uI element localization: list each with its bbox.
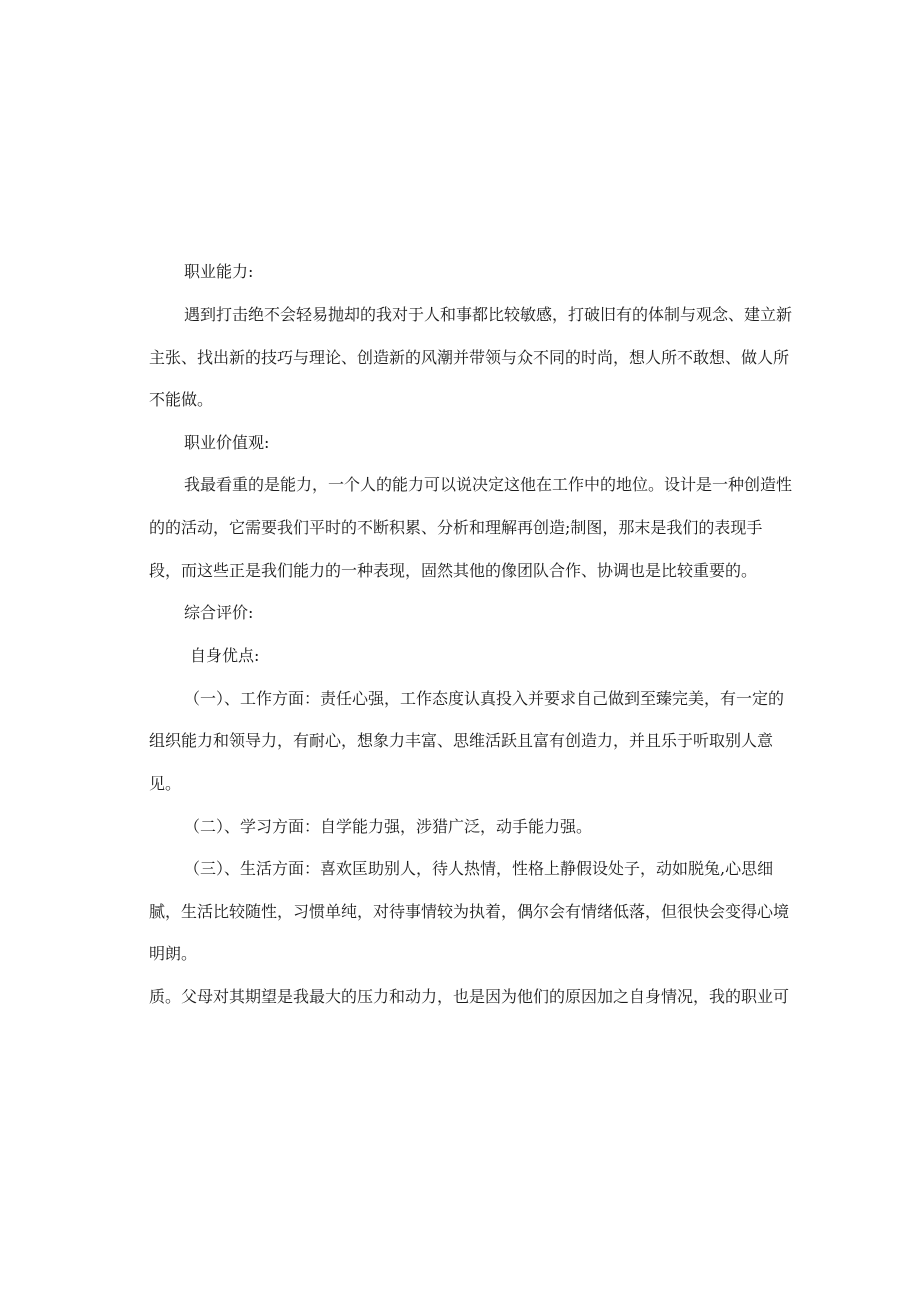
paragraph-line: 段，而这些正是我们能力的一种表现，固然其他的像团队合作、协调也是比较重要的。 — [149, 561, 758, 580]
paragraph-line: 主张、找出新的技巧与理论、创造新的风潮并带领与众不同的时尚，想人所不敢想、做人所 — [149, 348, 790, 367]
list-item-study: （二）、学习方面：自学能力强，涉猎广泛，动手能力强。 — [184, 817, 593, 836]
paragraph-line: 我最看重的是能力，一个人的能力可以说决定这他在工作中的地位。设计是一种创造性 — [184, 475, 793, 494]
paragraph-line: 组织能力和领导力，有耐心，想象力丰富、思维活跃且富有创造力，并且乐于听取别人意 — [149, 731, 774, 750]
heading-career-values: 职业价值观: — [184, 433, 270, 452]
list-item-life: （三）、生活方面：喜欢匡助别人，待人热情，性格上静假设处子，动如脱兔,心思细 — [184, 859, 774, 878]
paragraph-line: 腻，生活比较随性，习惯单纯，对待事情较为执着，偶尔会有情绪低落，但很快会变得心境 — [149, 902, 790, 921]
paragraph-line: 的的活动，它需要我们平时的不断积累、分析和理解再创造;制图，那末是我们的表现手 — [149, 518, 763, 537]
paragraph-line: 不能做。 — [149, 390, 214, 409]
paragraph-line: 质。父母对其期望是我最大的压力和动力，也是因为他们的原因加之自身情况，我的职业可 — [149, 987, 790, 1006]
heading-overall-evaluation: 综合评价: — [184, 603, 254, 622]
heading-career-ability: 职业能力: — [184, 262, 254, 281]
paragraph-line: 明朗。 — [149, 944, 198, 963]
paragraph-line: 见。 — [149, 774, 182, 793]
heading-strengths: 自身优点: — [190, 646, 260, 665]
list-item-work: （一）、工作方面：责任心强，工作态度认真投入并要求自己做到至臻完美，有一定的 — [184, 689, 785, 708]
paragraph-line: 遇到打击绝不会轻易抛却的我对于人和事都比较敏感，打破旧有的体制与观念、建立新 — [184, 305, 793, 324]
